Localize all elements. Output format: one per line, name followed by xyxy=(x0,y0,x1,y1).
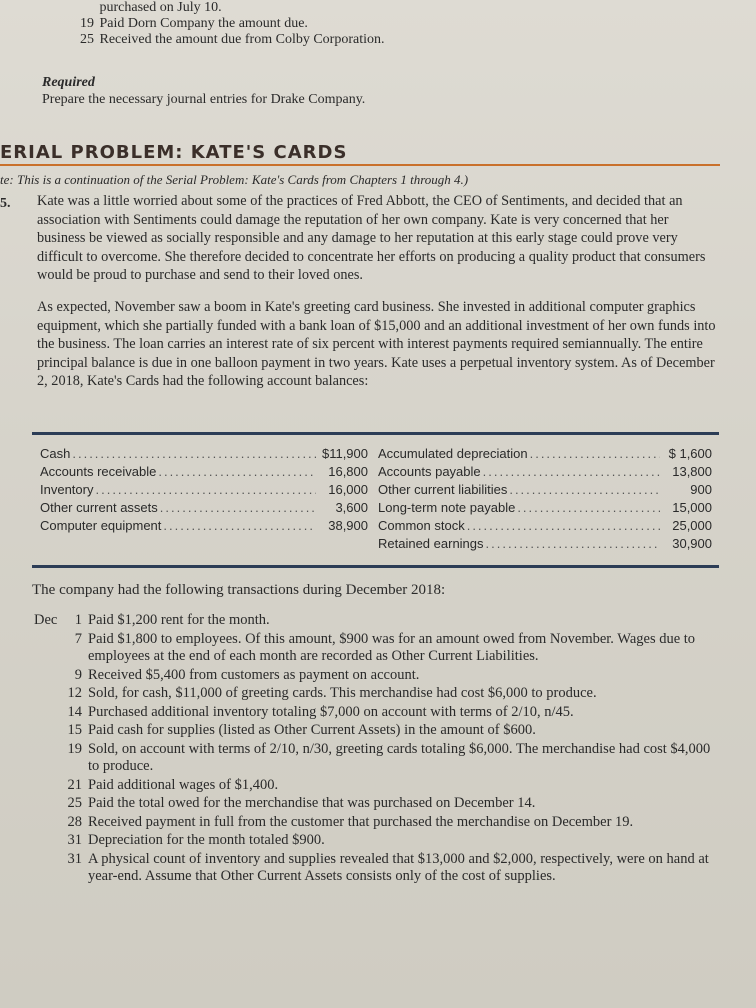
transaction-item: 28 Received payment in full from the customer that purchased the merchandise on December 19. xyxy=(67,813,634,830)
transaction-item: 25 Paid the total owed for the merchandise that was purchased on December 14. xyxy=(67,795,536,811)
prior-line: 25 Received the amount due from Colby Corporation. xyxy=(80,32,385,47)
transaction-item: 9 Received $5,400 from customers as payment on account. xyxy=(74,666,420,683)
balance-row: Other current assets ..... 3,600 xyxy=(40,499,368,517)
problem-number: 5. xyxy=(0,196,11,211)
account-balances-table xyxy=(32,432,719,568)
transaction-item: 19 Sold, on account with terms of 2/10, n/30, greeting cards totaling $6,000. The merchandise had cost $4,000 to produce. xyxy=(67,740,711,774)
prior-problem-lines xyxy=(80,0,385,48)
balance-row: Retained earnings ..... 30,900 xyxy=(378,535,712,553)
balance-row: Accounts payable ..... 13,800 xyxy=(378,463,712,481)
transaction-item: 15 Paid cash for supplies (listed as Other Current Assets) in the amount of $600. xyxy=(67,722,536,738)
prior-line: 19 Paid Dorn Company the amount due. xyxy=(80,16,308,31)
serial-problem-header: ERIAL PROBLEM: KATE'S CARDS xyxy=(0,142,348,163)
balance-row: Long-term note payable ..... 15,000 xyxy=(378,499,712,517)
transactions-intro: The company had the following transactions during December 2018: xyxy=(32,582,446,598)
paragraph-2: As expected, November saw a boom in Kate's greeting card business. She invested in additional computer graphics equipment, which she partially funded with a bank loan of $15,000 and an additional investment of her own funds into the business. The loan carries an interest rate of six percent with interest payments required semiannually. The entire principal balance is due in one balloon payment in two years. Kate uses a perpetual inventory system. As of December 2, 2018, Kate's Cards had the following account balances: xyxy=(37,299,716,389)
transaction-item: 7 Paid $1,800 to employees. Of this amount, $900 was for an amount owed from November. Wages due to employees at the end of each month are recorded as Other Current Liabilities. xyxy=(74,630,696,664)
transaction-item: 31 Depreciation for the month totaled $900. xyxy=(67,832,325,848)
required-label: Required xyxy=(42,75,95,90)
liabilities-equity-column xyxy=(378,445,712,553)
transaction-item: 31 A physical count of inventory and supplies revealed that $13,000 and $2,000, respectively, were on hand at year-end. Assume that Other Current Assets consists only of the cost of supplies. xyxy=(67,850,709,884)
required-section xyxy=(42,74,365,108)
balance-row: Computer equipment ..... 38,900 xyxy=(40,517,368,535)
assets-column xyxy=(40,445,368,535)
prior-line: purchased on July 10. xyxy=(99,0,222,15)
balance-row: Accumulated depreciation ..... $ 1,600 xyxy=(378,445,712,463)
balance-row: Common stock ..... 25,000 xyxy=(378,517,712,535)
transaction-item: 14 Purchased additional inventory totaling $7,000 on account with terms of 2/10, n/45. xyxy=(67,703,574,720)
transaction-item: 1 Paid $1,200 rent for the month. xyxy=(74,612,270,628)
transaction-item: 12 Sold, for cash, $11,000 of greeting cards. This merchandise had cost $6,000 to produce. xyxy=(67,685,597,701)
transaction-item: 21 Paid additional wages of $1,400. xyxy=(67,776,279,793)
paragraph-1: Kate was a little worried about some of the practices of Fred Abbott, the CEO of Sentiments, and decided that an association with Sentiments could damage the reputation of her own company. Kate is very concerned that her business be viewed as socially responsible and any damage to her reputation at this early stage could prove very difficult to overcome. She therefore decided to concentrate her efforts on producing a quality product that consumers would be proud to purchase and send to their loved ones. xyxy=(37,193,706,283)
balance-row: Inventory ..... 16,000 xyxy=(40,481,368,499)
header-rule xyxy=(0,164,720,166)
required-text: Prepare the necessary journal entries for Drake Company. xyxy=(42,92,366,107)
continuation-note: te: This is a continuation of the Serial Problem: Kate's Cards from Chapters 1 through 4.) xyxy=(0,172,469,187)
balance-row: Cash ..... $11,900 xyxy=(40,445,368,463)
balance-row: Accounts receivable ..... 16,800 xyxy=(40,463,368,481)
balance-row: Other current liabilities ..... 900 xyxy=(378,481,712,499)
transactions-month: Dec xyxy=(34,612,58,628)
transactions-list xyxy=(60,612,720,887)
